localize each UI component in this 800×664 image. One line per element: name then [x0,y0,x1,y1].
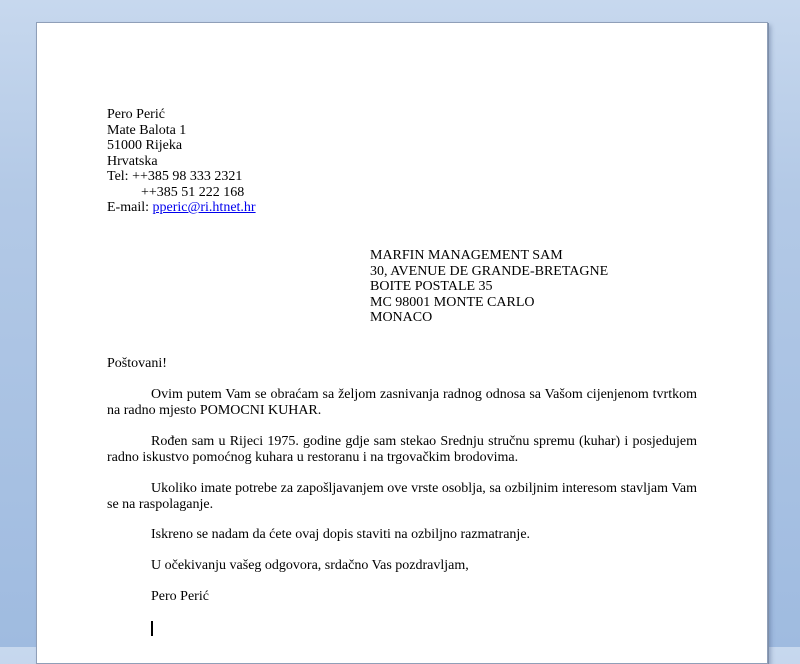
sender-name: Pero Perić [107,107,165,122]
letter-greeting: Poštovani! [107,356,167,371]
letter-paragraph: Rođen sam u Rijeci 1975. godine gdje sam stekao Srednju stručnu spremu (kuhar) i posjedujem radno iskustvo pomoćnog kuhara u restoranu i na trgovačkim brodovima. [107,434,697,465]
letter-paragraph: Iskreno se nadam da ćete ovaj dopis staviti na ozbiljno razmatranje. [151,527,531,542]
recipient-line-5: MONACO [370,310,433,325]
letter-signature: Pero Perić [151,589,209,604]
letter-paragraph: Ovim putem Vam se obraćam sa željom zasnivanja radnog odnosa sa Vašom cijenjenom tvrtkom na radno mjesto POMOCNI KUHAR. [107,387,697,418]
recipient-line-4: MC 98001 MONTE CARLO [370,294,535,310]
sender-phone-secondary: ++385 51 222 168 [141,184,245,200]
sender-email-line [107,200,256,216]
letter-paragraph: U očekivanju vašeg odgovora, srdačno Vas pozdravljam, [151,558,469,573]
sender-phone-primary: ++385 98 333 2321 [132,169,243,184]
recipient-line-1: MARFIN MANAGEMENT SAM [370,248,563,263]
phone-label: Tel: [107,169,133,184]
sender-phone-line [107,169,256,185]
letter-paragraph: Ukoliko imate potrebe za zapošljavanjem ove vrste osoblja, sa ozbiljnim interesom stavljam Vam se na raspolaganje. [107,481,697,512]
document-page[interactable] [36,22,768,664]
sender-street: Mate Balota 1 [107,122,187,138]
email-label: E-mail: [107,200,153,215]
text-cursor [151,621,153,636]
recipient-line-3: BOITE POSTALE 35 [370,279,493,294]
sender-country: Hrvatska [107,153,158,169]
recipient-line-2: 30, AVENUE DE GRANDE-BRETAGNE [370,263,609,279]
sender-city: 51000 Rijeka [107,138,183,153]
email-link[interactable]: pperic@ri.htnet.hr [152,200,256,215]
sender-address-block [107,107,256,216]
recipient-address-block [370,248,608,326]
